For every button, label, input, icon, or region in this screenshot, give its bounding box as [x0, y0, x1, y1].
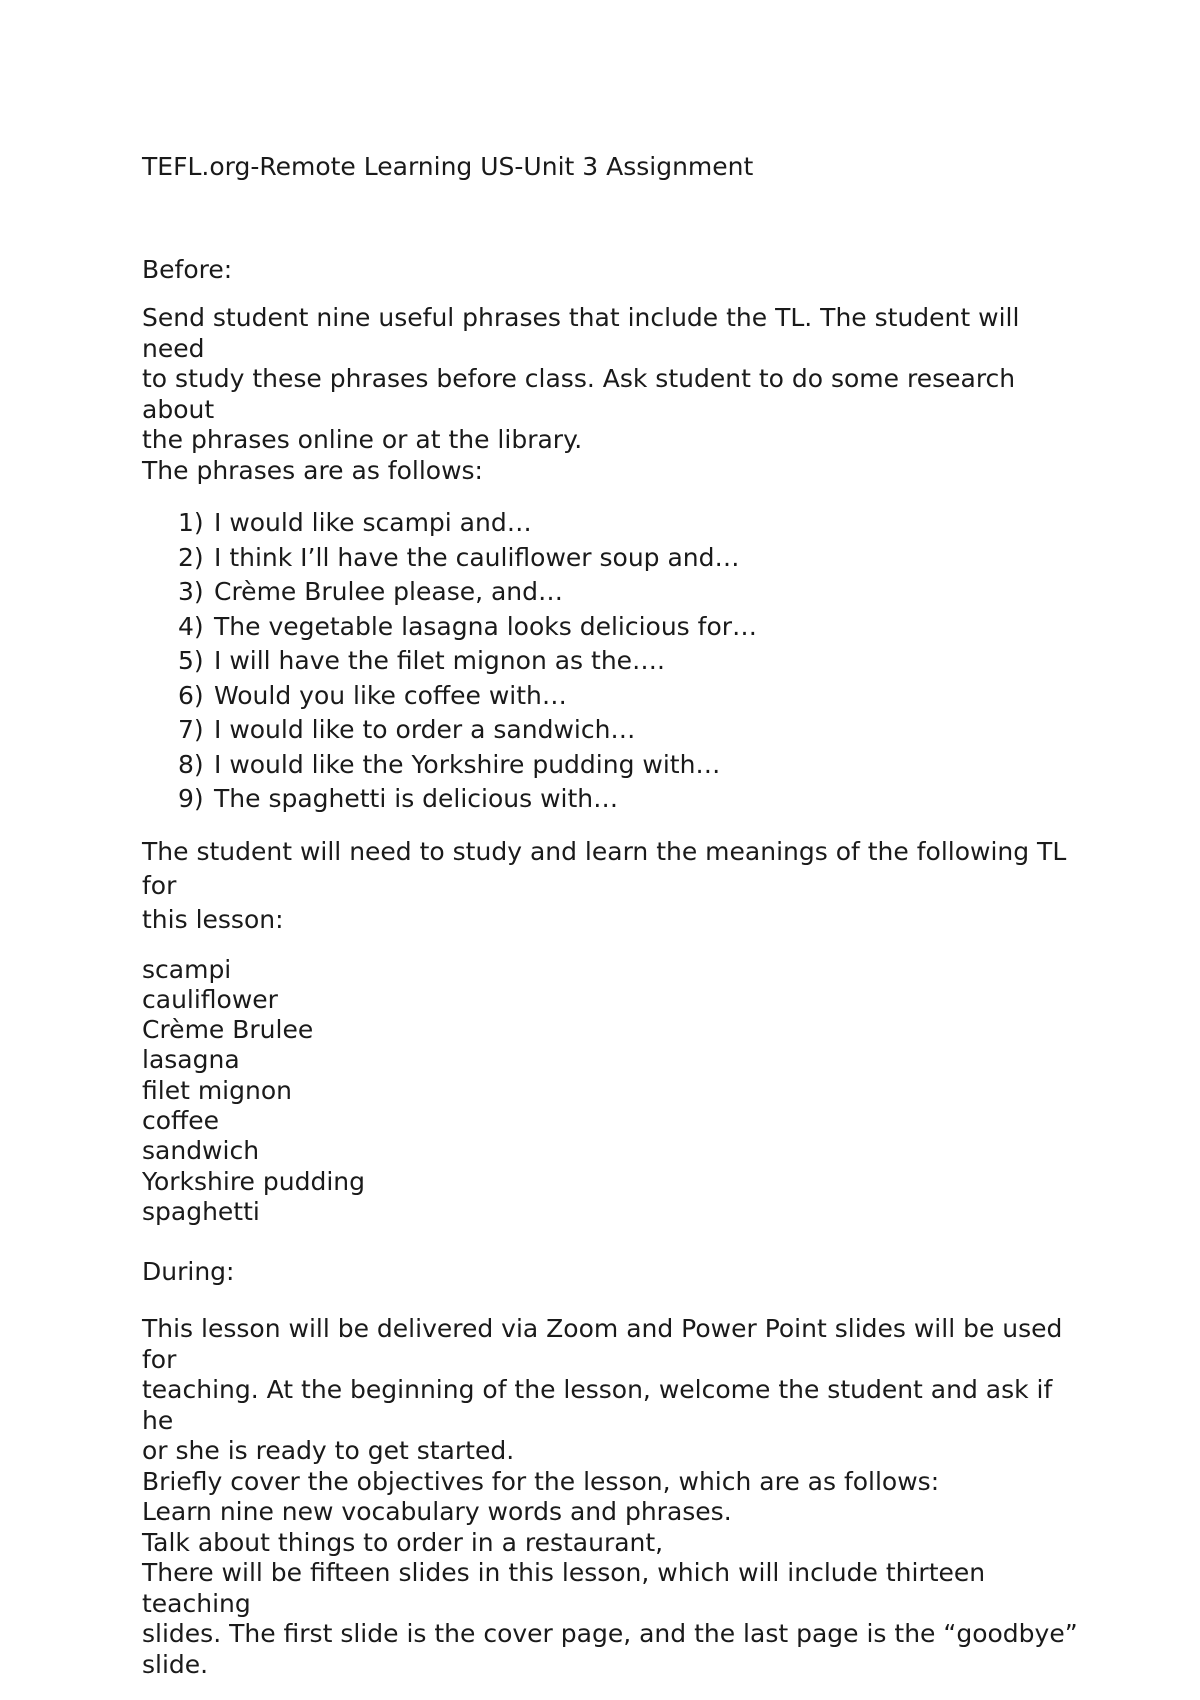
phrase-text: Crème Brulee please, and… — [214, 577, 564, 606]
tl-intro-line: The student will need to study and learn the meanings of the following TL for — [142, 836, 1067, 900]
phrase-text: The vegetable lasagna looks delicious for… — [214, 611, 758, 641]
phrase-item — [178, 748, 1082, 783]
tl-intro-paragraph — [142, 835, 1082, 937]
phrase-item — [178, 506, 1082, 541]
phrase-item — [178, 713, 1082, 748]
vocabulary-item: lasagna — [142, 1045, 240, 1075]
phrase-number: 7) — [178, 715, 204, 744]
tl-intro-line: this lesson: — [142, 904, 284, 934]
vocabulary-item: sandwich — [142, 1136, 260, 1166]
during-line: Briefly cover the objectives for the lesson, which are as follows: — [142, 1466, 940, 1496]
before-intro-paragraph — [142, 303, 1082, 486]
during-heading: During: — [142, 1257, 235, 1287]
phrase-text: I would like to order a sandwich… — [214, 715, 636, 744]
before-intro-line: The phrases are as follows: — [142, 455, 483, 485]
before-intro-line: Send student nine useful phrases that include the TL. The student will need — [142, 303, 1020, 363]
phrase-number: 9) — [178, 784, 204, 813]
phrase-item — [178, 610, 1082, 645]
phrase-text: I will have the filet mignon as the…. — [214, 646, 666, 675]
vocabulary-list — [142, 955, 1082, 1228]
phrase-number: 3) — [178, 577, 204, 606]
vocabulary-item: filet mignon — [142, 1075, 292, 1105]
phrase-item — [178, 679, 1082, 714]
during-line: This lesson will be delivered via Zoom and Power Point slides will be used for — [142, 1314, 1063, 1374]
during-line: slides. The first slide is the cover page, and the last page is the “goodbye” — [142, 1619, 1078, 1649]
during-line: Learn nine new vocabulary words and phrases. — [142, 1497, 732, 1527]
document-page — [142, 150, 1082, 1680]
before-intro-line: the phrases online or at the library. — [142, 425, 583, 454]
during-line: slide. — [142, 1649, 209, 1679]
phrase-text: I think I’ll have the cauliflower soup and… — [214, 542, 740, 572]
vocabulary-item: spaghetti — [142, 1196, 260, 1226]
vocabulary-item: Yorkshire pudding — [142, 1166, 365, 1196]
phrase-item — [178, 782, 1082, 817]
phrase-text: Would you like coffee with… — [214, 680, 567, 710]
phrase-number: 4) — [178, 611, 204, 641]
vocabulary-item: cauliflower — [142, 984, 278, 1014]
phrase-text: The spaghetti is delicious with… — [214, 784, 619, 813]
vocabulary-item: Crème Brulee — [142, 1015, 314, 1045]
phrase-number: 5) — [178, 646, 204, 675]
before-intro-line: to study these phrases before class. Ask student to do some research about — [142, 364, 1016, 424]
phrase-number: 1) — [178, 508, 204, 537]
phrase-text: I would like the Yorkshire pudding with… — [214, 749, 721, 779]
during-paragraph — [142, 1314, 1082, 1680]
phrase-number: 8) — [178, 749, 204, 779]
during-line: or she is ready to get started. — [142, 1436, 515, 1466]
during-line: teaching. At the beginning of the lesson, welcome the student and ask if he — [142, 1375, 1053, 1435]
vocabulary-item: coffee — [142, 1105, 220, 1135]
phrase-number: 6) — [178, 680, 204, 710]
phrase-item — [178, 644, 1082, 679]
phrase-item — [178, 541, 1082, 576]
phrase-text: I would like scampi and… — [214, 508, 532, 537]
during-line: Talk about things to order in a restaurant, — [142, 1527, 664, 1557]
vocabulary-item: scampi — [142, 954, 232, 984]
before-heading: Before: — [142, 255, 233, 284]
document-title: TEFL.org-Remote Learning US-Unit 3 Assignment — [142, 152, 754, 181]
phrase-number: 2) — [178, 542, 204, 572]
phrase-list — [142, 506, 1082, 817]
during-line: There will be fifteen slides in this lesson, which will include thirteen teaching — [142, 1558, 986, 1618]
phrase-item — [178, 575, 1082, 610]
